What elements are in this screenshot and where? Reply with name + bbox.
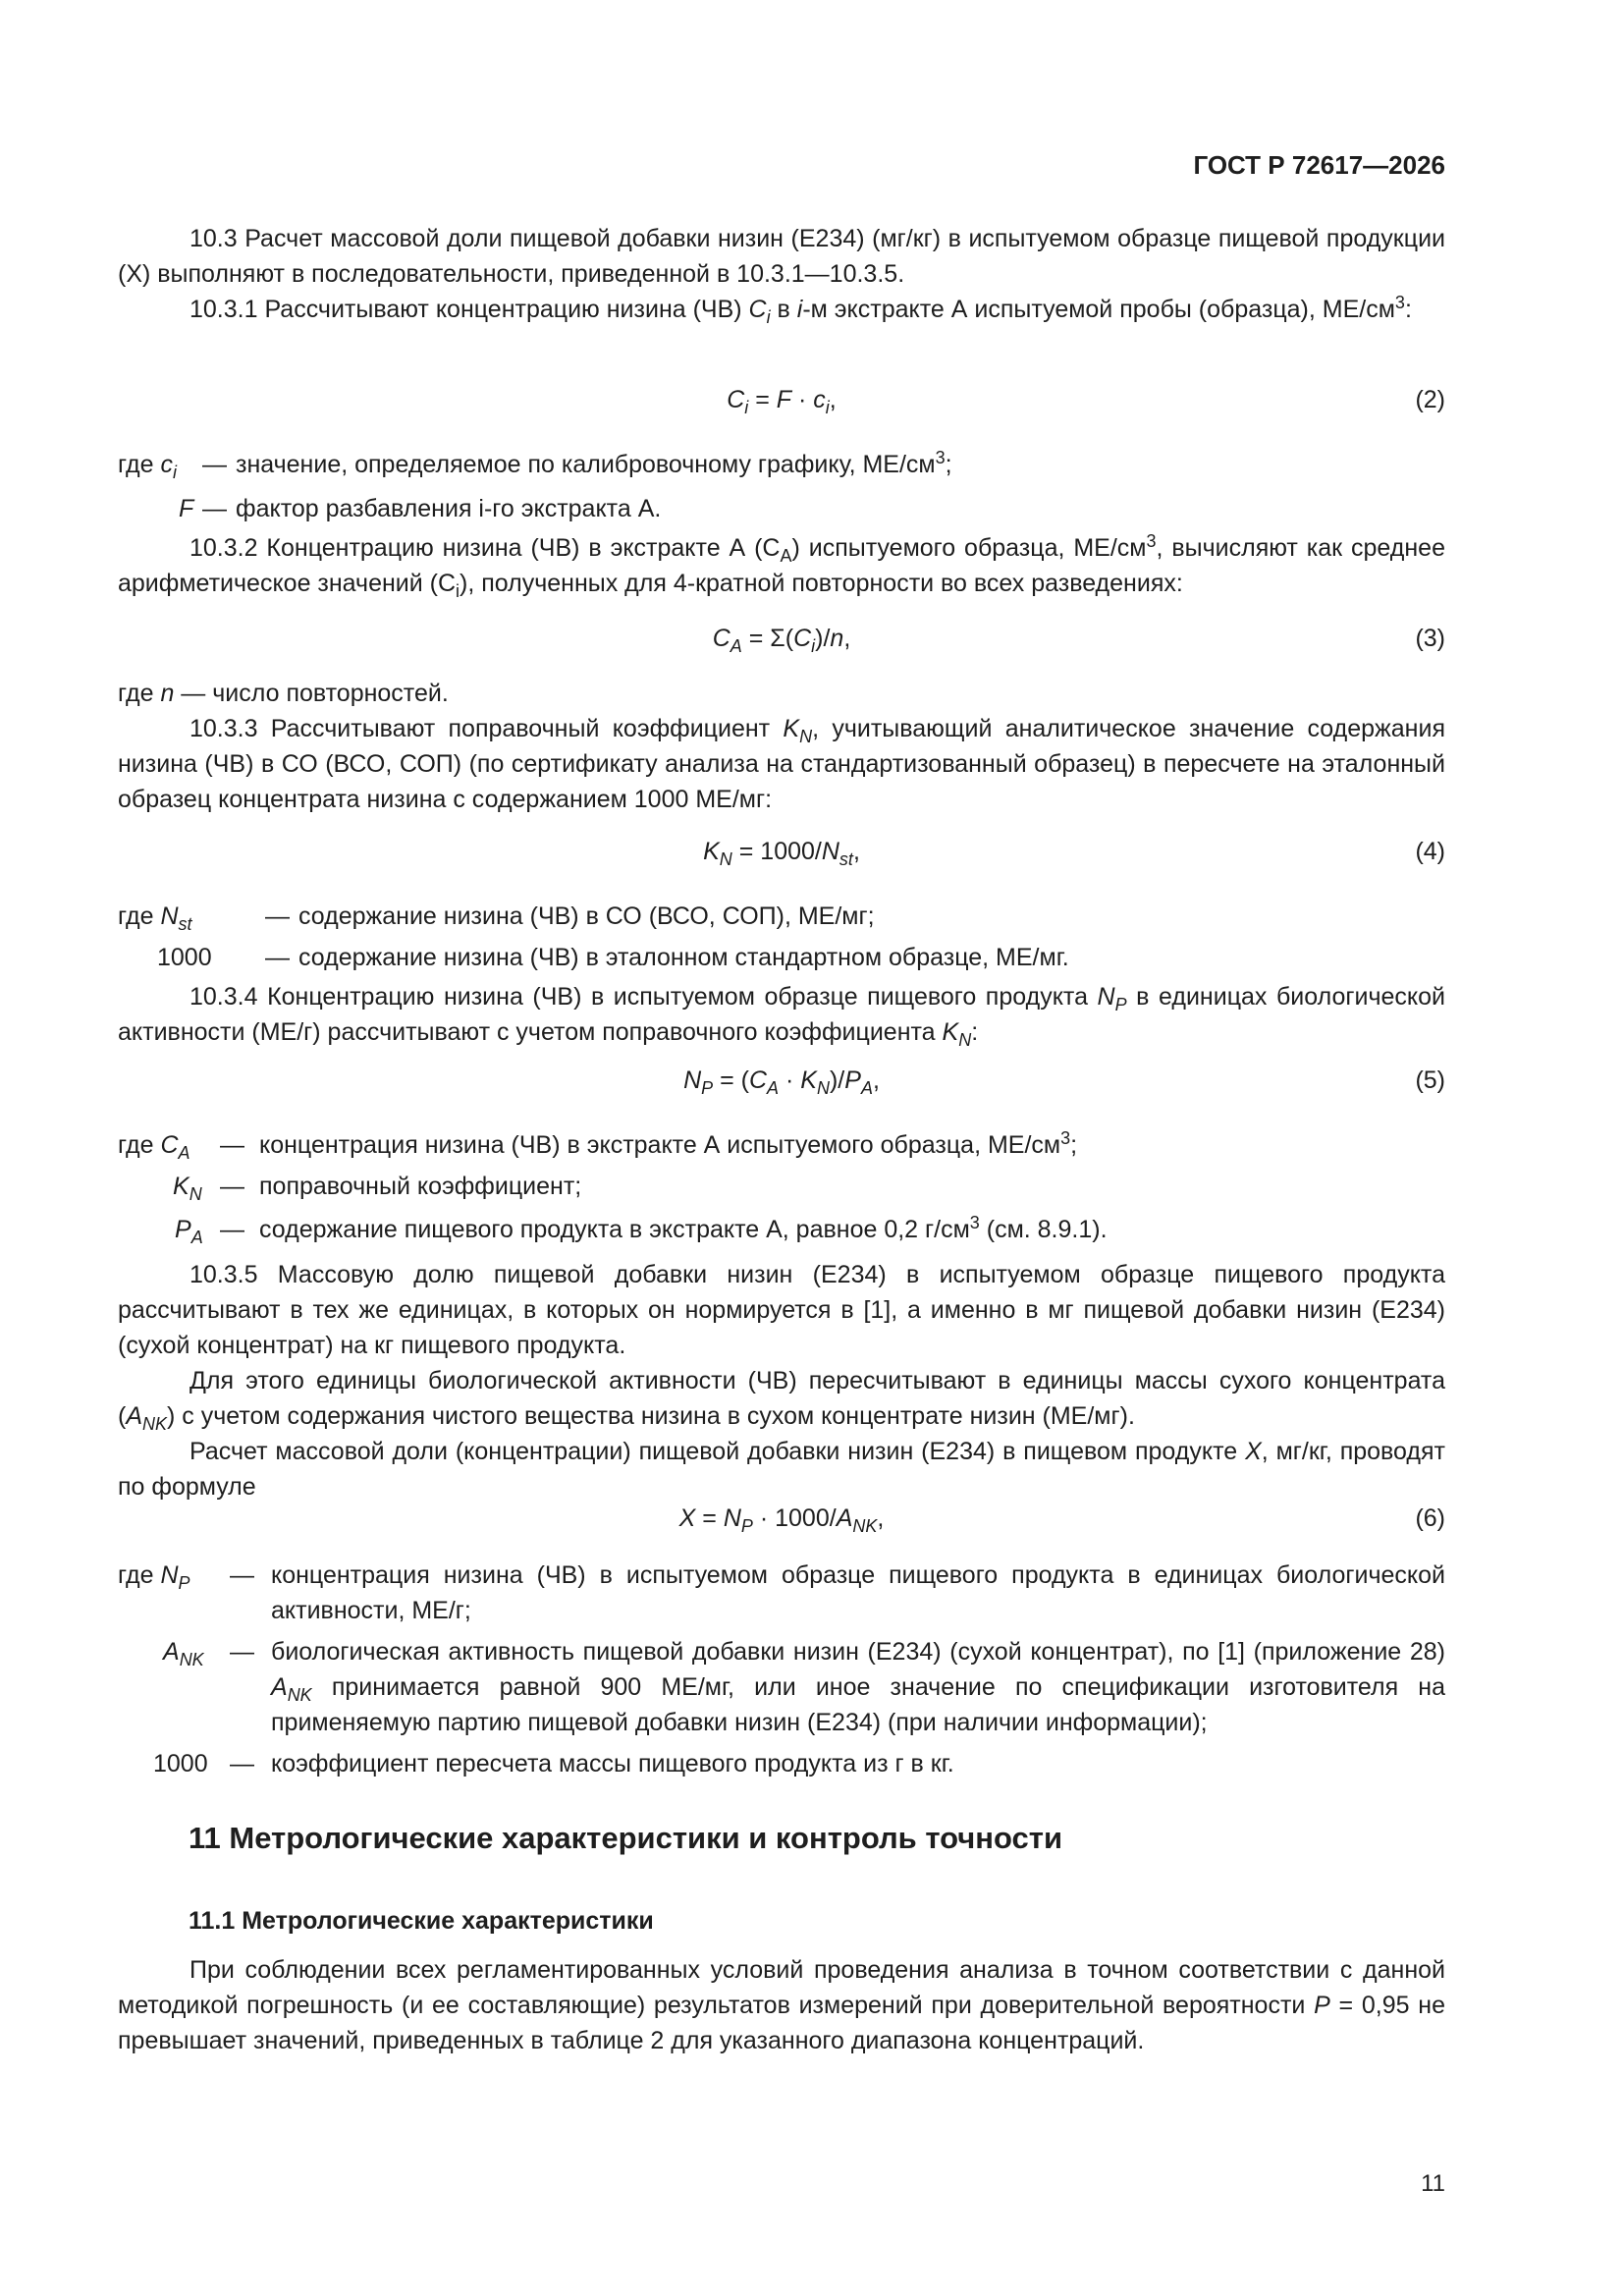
formula-6 [118, 1501, 1445, 1536]
formula-4-number: (4) [1415, 838, 1445, 865]
where-5-row-3: $P_A$ — содержание пищевого продукта в экстракте А, равное 0,2 $г/см^3$ (см. 8.9.1). [175, 1213, 1108, 1247]
standard-header: ГОСТ Р 72617—2026 [1193, 150, 1445, 180]
formula-5-number: (5) [1415, 1066, 1445, 1094]
section-11-heading: 11 Метрологические характеристики и контроль точности [189, 1821, 1063, 1855]
paragraph-bio-activity: Для этого единицы биологической активности (ЧВ) пересчитывают в единицы массы сухого концентрата $(A_{NK})$ с учетом содержания чистого вещества низина в сухом концентрате низин (МЕ/мг). [118, 1367, 1445, 1434]
formula-5 [118, 1063, 1445, 1098]
paragraph-10-3: 10.3 Расчет массовой доли пищевой добавки низин (Е234) (мг/кг) в испытуемом образце пищевой продукции (X) выполняют в последовательности, приведенной в 10.3.1—10.3.5. [118, 225, 1445, 288]
formula-4 [118, 834, 1445, 869]
formula-2-expression: $C_i = F \cdot c_i$, [727, 386, 837, 417]
paragraph-10-3-4: 10.3.4 Концентрацию низина (ЧВ) в испытуемом образце пищевого продукта $N_P$ в единицах биологической активности (МЕ/г) рассчитывают с учетом поправочного коэффициента $K_N$: [118, 983, 1445, 1050]
formula-2 [118, 382, 1445, 417]
formula-3-number: (3) [1415, 625, 1445, 652]
where-4-row-2: 1000 — содержание низина (ЧВ) в эталонном стандартном образце, МЕ/мг. [157, 944, 1069, 971]
where-6-row-3: 1000 — коэффициент пересчета массы пищевого продукта из г в кг. [153, 1750, 954, 1777]
where-6-row-2: $A_{NK}$ — биологическая активность пищевой добавки низин (Е234) (сухой концентрат), по [1] (приложение 28) $A_{NK}$ принимается равной 900 МЕ/мг, или иное значение по спецификации изготовителя на применяемую партию пищевой добавки низин (Е234) (при наличии информации); [163, 1638, 1445, 1736]
formula-6-number: (6) [1415, 1504, 1445, 1532]
paragraph-10-3-1: 10.3.1 Рассчитывают концентрацию низина (ЧВ) $C_i$ в i-м экстракте А испытуемой пробы (образца), $МЕ/см^3$: [189, 293, 1412, 327]
formula-5-expression: $N_P = (C_A \cdot K_N)/P_A$, [683, 1066, 880, 1098]
page-number: 11 [1421, 2170, 1445, 2197]
paragraph-10-3-5: 10.3.5 Массовую долю пищевой добавки низин (Е234) в испытуемом образце пищевого продукта рассчитывают в тех же единицах, в которых он нормируется в [1], а именно в мг пищевой добавки низин (Е234) (сухой концентрат) на кг пищевого продукта. [118, 1261, 1445, 1359]
paragraph-10-3-3: 10.3.3 Рассчитывают поправочный коэффициент $K_N$, учитывающий аналитическое значение содержания низина (ЧВ) в СО (ВСО, СОП) (по сертификату анализа на стандартизованный образец) в пересчете на эталонный образец концентрата низина с содержанием 1000 МЕ/мг: [118, 715, 1445, 813]
where-4-row-1: где $N_{st}$ — содержание низина (ЧВ) в СО (ВСО, СОП), МЕ/мг; [118, 902, 875, 934]
paragraph-10-3-2: 10.3.2 Концентрацию низина (ЧВ) в экстракте А $(C_A)$ испытуемого образца, $МЕ/см^3$, вычисляют как среднее арифметическое значений $(C_i)$, полученных для 4-кратной повторности во всех разведениях: [118, 531, 1445, 601]
where-3-row-1: где n — число повторностей. [118, 680, 449, 707]
paragraph-calculation: Расчет массовой доли (концентрации) пищевой добавки низин (Е234) в пищевом продукте X, мг/кг, проводят по формуле [118, 1438, 1445, 1501]
section-11-1-heading: 11.1 Метрологические характеристики [189, 1907, 654, 1935]
formula-4-expression: $K_N = 1000/N_{st}$, [703, 838, 860, 869]
where-5-row-2: $K_N$ — поправочный коэффициент; [173, 1173, 582, 1204]
formula-2-number: (2) [1415, 386, 1445, 413]
formula-6-expression: $X = N_P \cdot 1000/A_{NK}$, [678, 1504, 885, 1536]
where-6-row-1: где $N_P$ — концентрация низина (ЧВ) в испытуемом образце пищевого продукта в единицах биологической активности, МЕ/г; [118, 1561, 1445, 1624]
where-2-row-2: F — фактор разбавления i-го экстракта А. [179, 495, 662, 522]
formula-3-expression: $C_A = \Sigma(C_i)/n$, [712, 625, 851, 656]
where-5-row-1: где $C_A$ — концентрация низина (ЧВ) в экстракте А испытуемого образца, $МЕ/см^3$; [118, 1128, 1078, 1163]
where-2-row-1: где $c_i$ — значение, определяемое по калибровочному графику, $МЕ/см^3$; [118, 448, 952, 482]
paragraph-11-1: При соблюдении всех регламентированных условий проведения анализа в точном соответствии с данной методикой погрешность (и ее составляющие) результатов измерений при доверительной вероятности P = 0,95 не превышает значений, приведенных в таблице 2 для указанного диапазона концентраций. [118, 1956, 1445, 2054]
formula-3 [118, 621, 1445, 656]
